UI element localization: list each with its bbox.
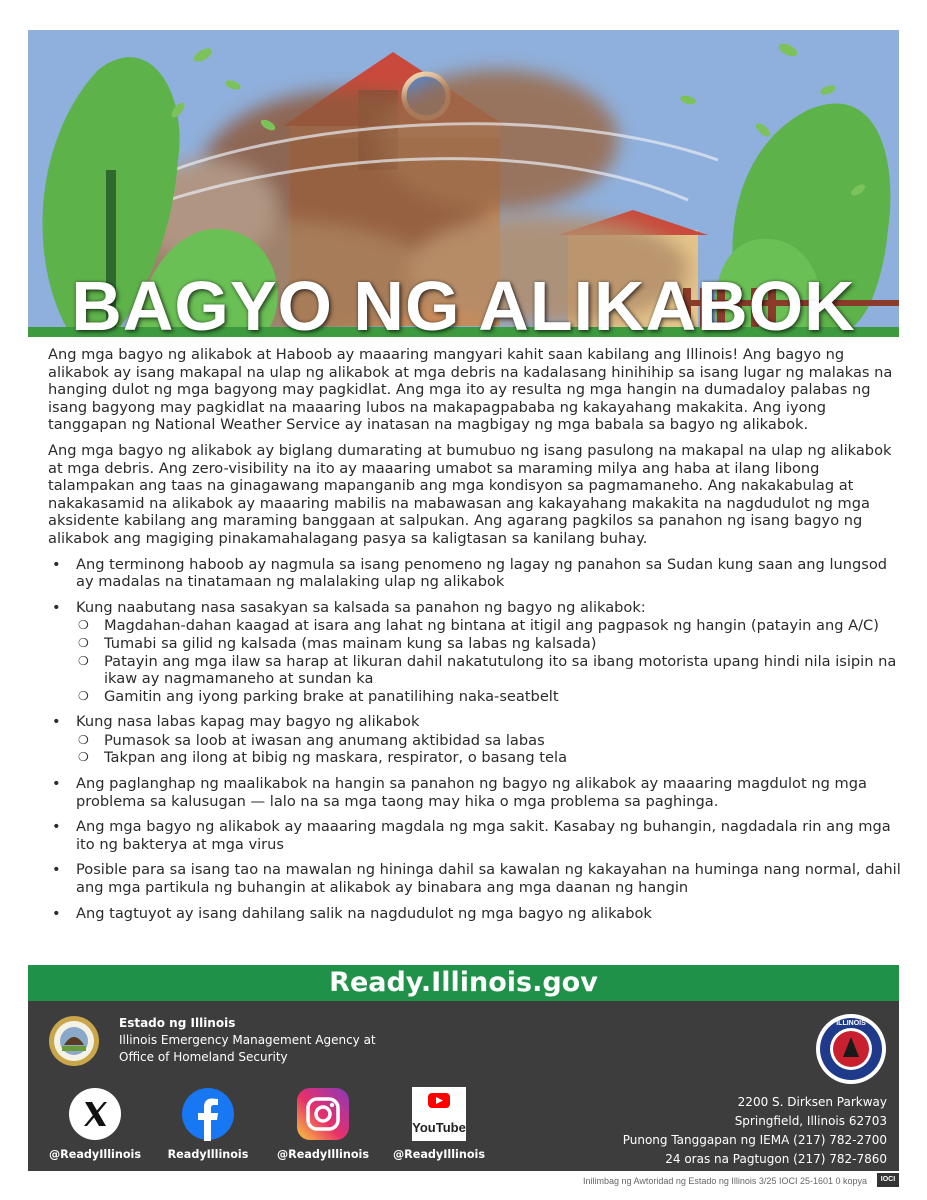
bullet-item: • Ang tagtuyot ay isang dahilang salik na nagdudulot ng mga bagyo ng alikabok [48, 905, 908, 923]
sub-item: ❍ Magdahan-dahan kaagad at isara ang lahat ng bintana at itigil ang pagpasok ng hangin (patayin ang A/C) [76, 617, 908, 635]
sub-list [76, 617, 908, 705]
iema-seal-icon [815, 1013, 887, 1085]
sub-item: ❍ Gamitin ang iyong parking brake at panatilihing naka-seatbelt [76, 688, 908, 706]
ready-illinois-link[interactable]: Ready.Illinois.gov [28, 965, 899, 1001]
sub-item: ❍ Patayin ang mga ilaw sa harap at likuran dahil nakatutulong ito sa ibang motorista upang hindi nila isipin na ikaw ay nagmamaneho at sundan ka [76, 653, 908, 688]
sub-item: ❍ Pumasok sa loob at iwasan ang anumang aktibidad sa labas [76, 732, 908, 750]
city-address: Springfield, Illinois 62703 [734, 1114, 887, 1128]
x-icon[interactable] [68, 1087, 122, 1141]
response-phone: 24 oras na Pagtugon (217) 782-7860 [665, 1152, 887, 1166]
sub-item: ❍ Tumabi sa gilid ng kalsada (mas mainam kung sa labas ng kalsada) [76, 635, 908, 653]
seal-label: ILLINOIS [836, 1020, 866, 1027]
youtube-wordmark: YouTube [412, 1120, 466, 1135]
social-facebook[interactable] [153, 1087, 263, 1161]
social-instagram[interactable] [268, 1087, 378, 1161]
instagram-icon[interactable] [296, 1087, 350, 1141]
footer [28, 1001, 899, 1171]
facebook-icon[interactable] [181, 1087, 235, 1141]
agency-office: Office of Homeland Security [119, 1050, 288, 1064]
bullet-item: • Ang paglanghap ng maalikabok na hangin sa panahon ng bagyo ng alikabok ay maaaring magdulot ng mga problema sa kalusugan — lalo na sa mga taong may hika o mga problema sa paghinga. [48, 775, 908, 810]
agency-name: Illinois Emergency Management Agency at [119, 1033, 376, 1047]
bullet-text: Kung naabutang nasa sasakyan sa kalsada sa panahon ng bagyo ng alikabok: [76, 598, 646, 616]
agency-block [119, 1015, 376, 1066]
youtube-icon[interactable] [412, 1087, 466, 1141]
body-content [48, 346, 908, 930]
contact-address [623, 1093, 887, 1169]
intro-paragraph: Ang mga bagyo ng alikabok at Haboob ay maaaring mangyari kahit saan kabilang ang Illinois! Ang bagyo ng alikabok ay isang makapal na ulap ng alikabok at mga debris na kadalasang hinihihip sa isang lugar ng malakas na hanging dulot ng mga bagyong may pagkidlat. Ang mga ito ay resulta ng mga hangin na dumadaloy palabas ng isang bagyong may pagkidlat na maaaring lubos na makapagpababa ng kakayahang makakita. Ang iyong tanggapan ng National Weather Service ay inatasan na magbigay ng mga babala sa bagyo ng alikabok. [48, 346, 893, 434]
detail-paragraph: Ang mga bagyo ng alikabok ay biglang dumarating at bumubuo ng isang pasulong na makapal na ulap ng alikabok at mga debris. Ang zero-visibility na ito ay maaaring umabot sa maraming milya ang haba at ilang libong talampakan ang taas na ginagawang mapanganib ang mga kondisyon sa pagmamaneho. Ang nakakabulag at nakakasamid na alikabok ay maaaring mabilis na mabawasan ang kakayahang makakita na nagdudulot ng mga aksidente kabilang ang maraming banggaan at salpukan. Ang agarang pagkilos sa panahon ng isang bagyo ng alikabok ang magiging pinakamahalagang pasya sa kaligtasan sa kanilang buhay. [48, 441, 892, 547]
state-seal-icon [48, 1015, 100, 1067]
social-handle[interactable]: @ReadyIllinois [392, 1148, 486, 1161]
social-handle[interactable]: ReadyIllinois [167, 1148, 249, 1161]
bullet-item: • Ang terminong haboob ay nagmula sa isang penomeno ng lagay ng panahon sa Sudan kung saan ang lungsod ay madalas na tinatamaan ng malalaking ulap ng alikabok [48, 556, 908, 591]
social-handle[interactable]: @ReadyIllinois [276, 1148, 370, 1161]
ioci-logo: IOCI [877, 1173, 899, 1187]
page-title: BAGYO NG ALIKABOK [71, 267, 856, 337]
sub-item: ❍ Takpan ang ilong at bibig ng maskara, respirator, o basang tela [76, 749, 908, 767]
hero-illustration [28, 30, 899, 337]
bullet-text: Kung nasa labas kapag may bagyo ng alikabok [76, 713, 420, 731]
bullet-item: • Ang mga bagyo ng alikabok ay maaaring magdala ng mga sakit. Kasabay ng buhangin, nagdadala rin ang mga ito ng bakterya at mga virus [48, 818, 908, 853]
social-youtube[interactable] [384, 1087, 494, 1161]
hq-phone: Punong Tanggapan ng IEMA (217) 782-2700 [622, 1133, 887, 1147]
safety-bullet-list [48, 556, 908, 923]
bullet-item [48, 713, 908, 767]
bullet-item: • Posible para sa isang tao na mawalan ng hininga dahil sa kawalan ng kakayahan na huminga nang normal, dahil ang mga partikula ng buhangin at alikabok ay binabara ang mga daanan ng hangin [48, 861, 908, 896]
bullet-item [48, 599, 908, 706]
street-address: 2200 S. Dirksen Parkway [737, 1095, 887, 1109]
sub-list [76, 732, 908, 767]
state-name: Estado ng Illinois [119, 1016, 236, 1030]
social-handle[interactable]: @ReadyIllinois [48, 1148, 142, 1161]
print-notice: Inilimbag ng Awtoridad ng Estado ng Illinois 3/25 IOCI 25-1601 0 kopya [582, 1176, 867, 1186]
social-x[interactable] [40, 1087, 150, 1161]
